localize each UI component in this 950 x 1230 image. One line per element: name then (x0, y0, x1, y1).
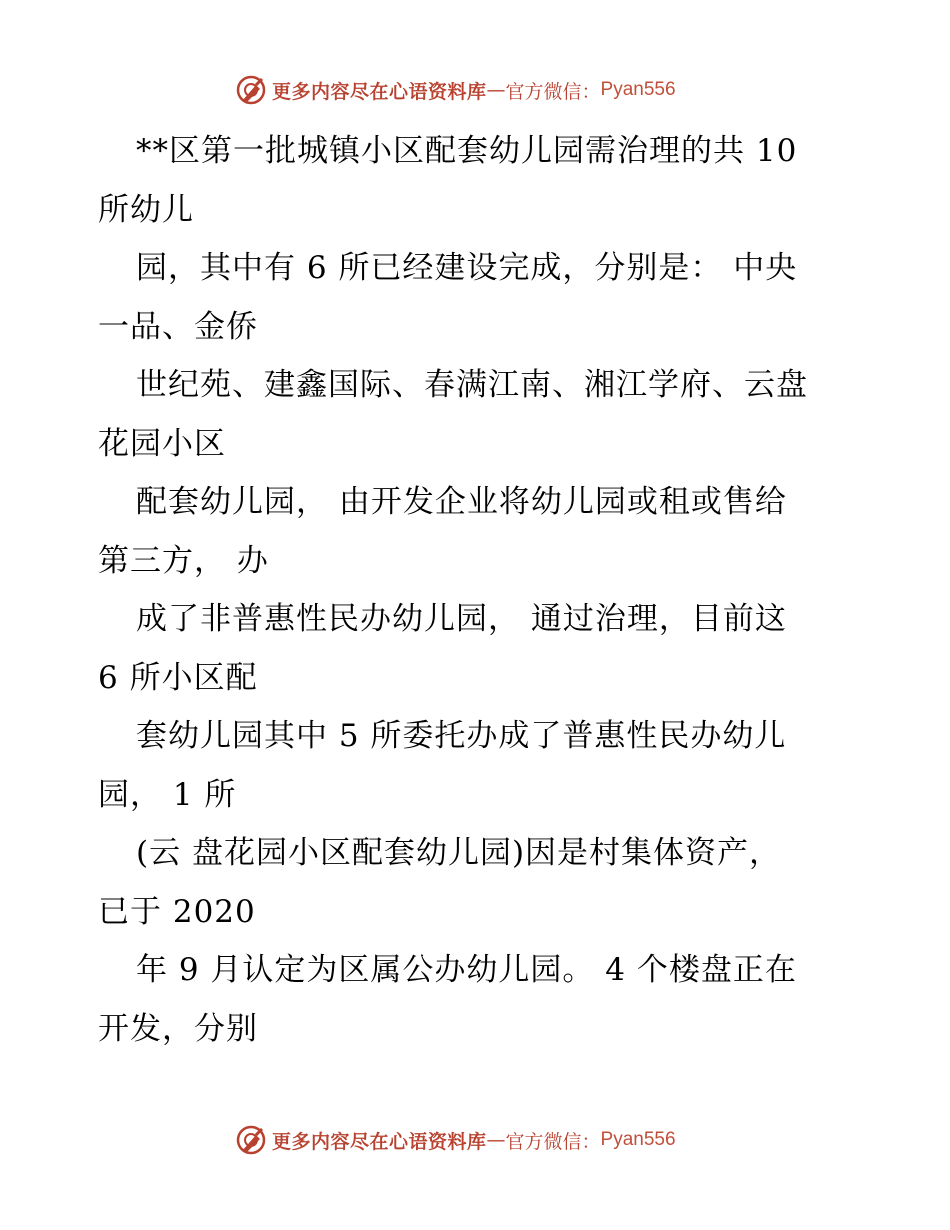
text-line: 成了非普惠性民办幼儿园， 通过治理，目前这 (136, 601, 787, 637)
pen-logo-icon (234, 1123, 268, 1157)
text-line: **区第一批城镇小区配套幼儿园需治理的共 10 (136, 133, 798, 169)
text-line: 园， 1 所 (98, 776, 237, 813)
text-line: (云 盘花园小区配套幼儿园)因是村集体资产， (136, 835, 782, 871)
watermark-wechat-id: Pyan556 (600, 79, 676, 100)
text-line: 所幼儿 (98, 191, 194, 228)
watermark-wechat-label: 官方微信： (505, 1130, 601, 1153)
text-line: 6 所小区配 (98, 659, 258, 696)
text-line: 年 9 月认定为区属公办幼儿园。 4 个楼盘正在 (136, 952, 797, 988)
text-line: 开发，分别 (98, 1010, 258, 1047)
text-line: 花园小区 (98, 425, 226, 462)
pen-logo-icon (234, 73, 268, 107)
text-line: 一品、金侨 (98, 308, 258, 345)
text-line: 配套幼儿园， 由开发企业将幼儿园或租或售给 (136, 484, 787, 520)
watermark-wechat-id: Pyan556 (600, 1129, 676, 1150)
document-body (98, 122, 858, 1058)
watermark-wechat-label: 官方微信： (505, 80, 601, 103)
text-line: 第三方， 办 (98, 542, 269, 579)
text-line: 已于 2020 (98, 893, 256, 930)
footer-watermark (234, 1122, 676, 1158)
text-line: 套幼儿园其中 5 所委托办成了普惠性民办幼儿 (136, 718, 787, 754)
watermark-dash: — (486, 1129, 506, 1151)
text-line: 世纪苑、建鑫国际、春满江南、湘江学府、云盘 (136, 367, 808, 403)
text-line: 园，其中有 6 所已经建设完成，分别是： 中央 (136, 250, 798, 286)
watermark-brand: 更多内容尽在心语资料库 (272, 1130, 487, 1153)
header-watermark (234, 72, 676, 108)
watermark-dash: — (486, 79, 506, 101)
watermark-brand: 更多内容尽在心语资料库 (272, 80, 487, 103)
